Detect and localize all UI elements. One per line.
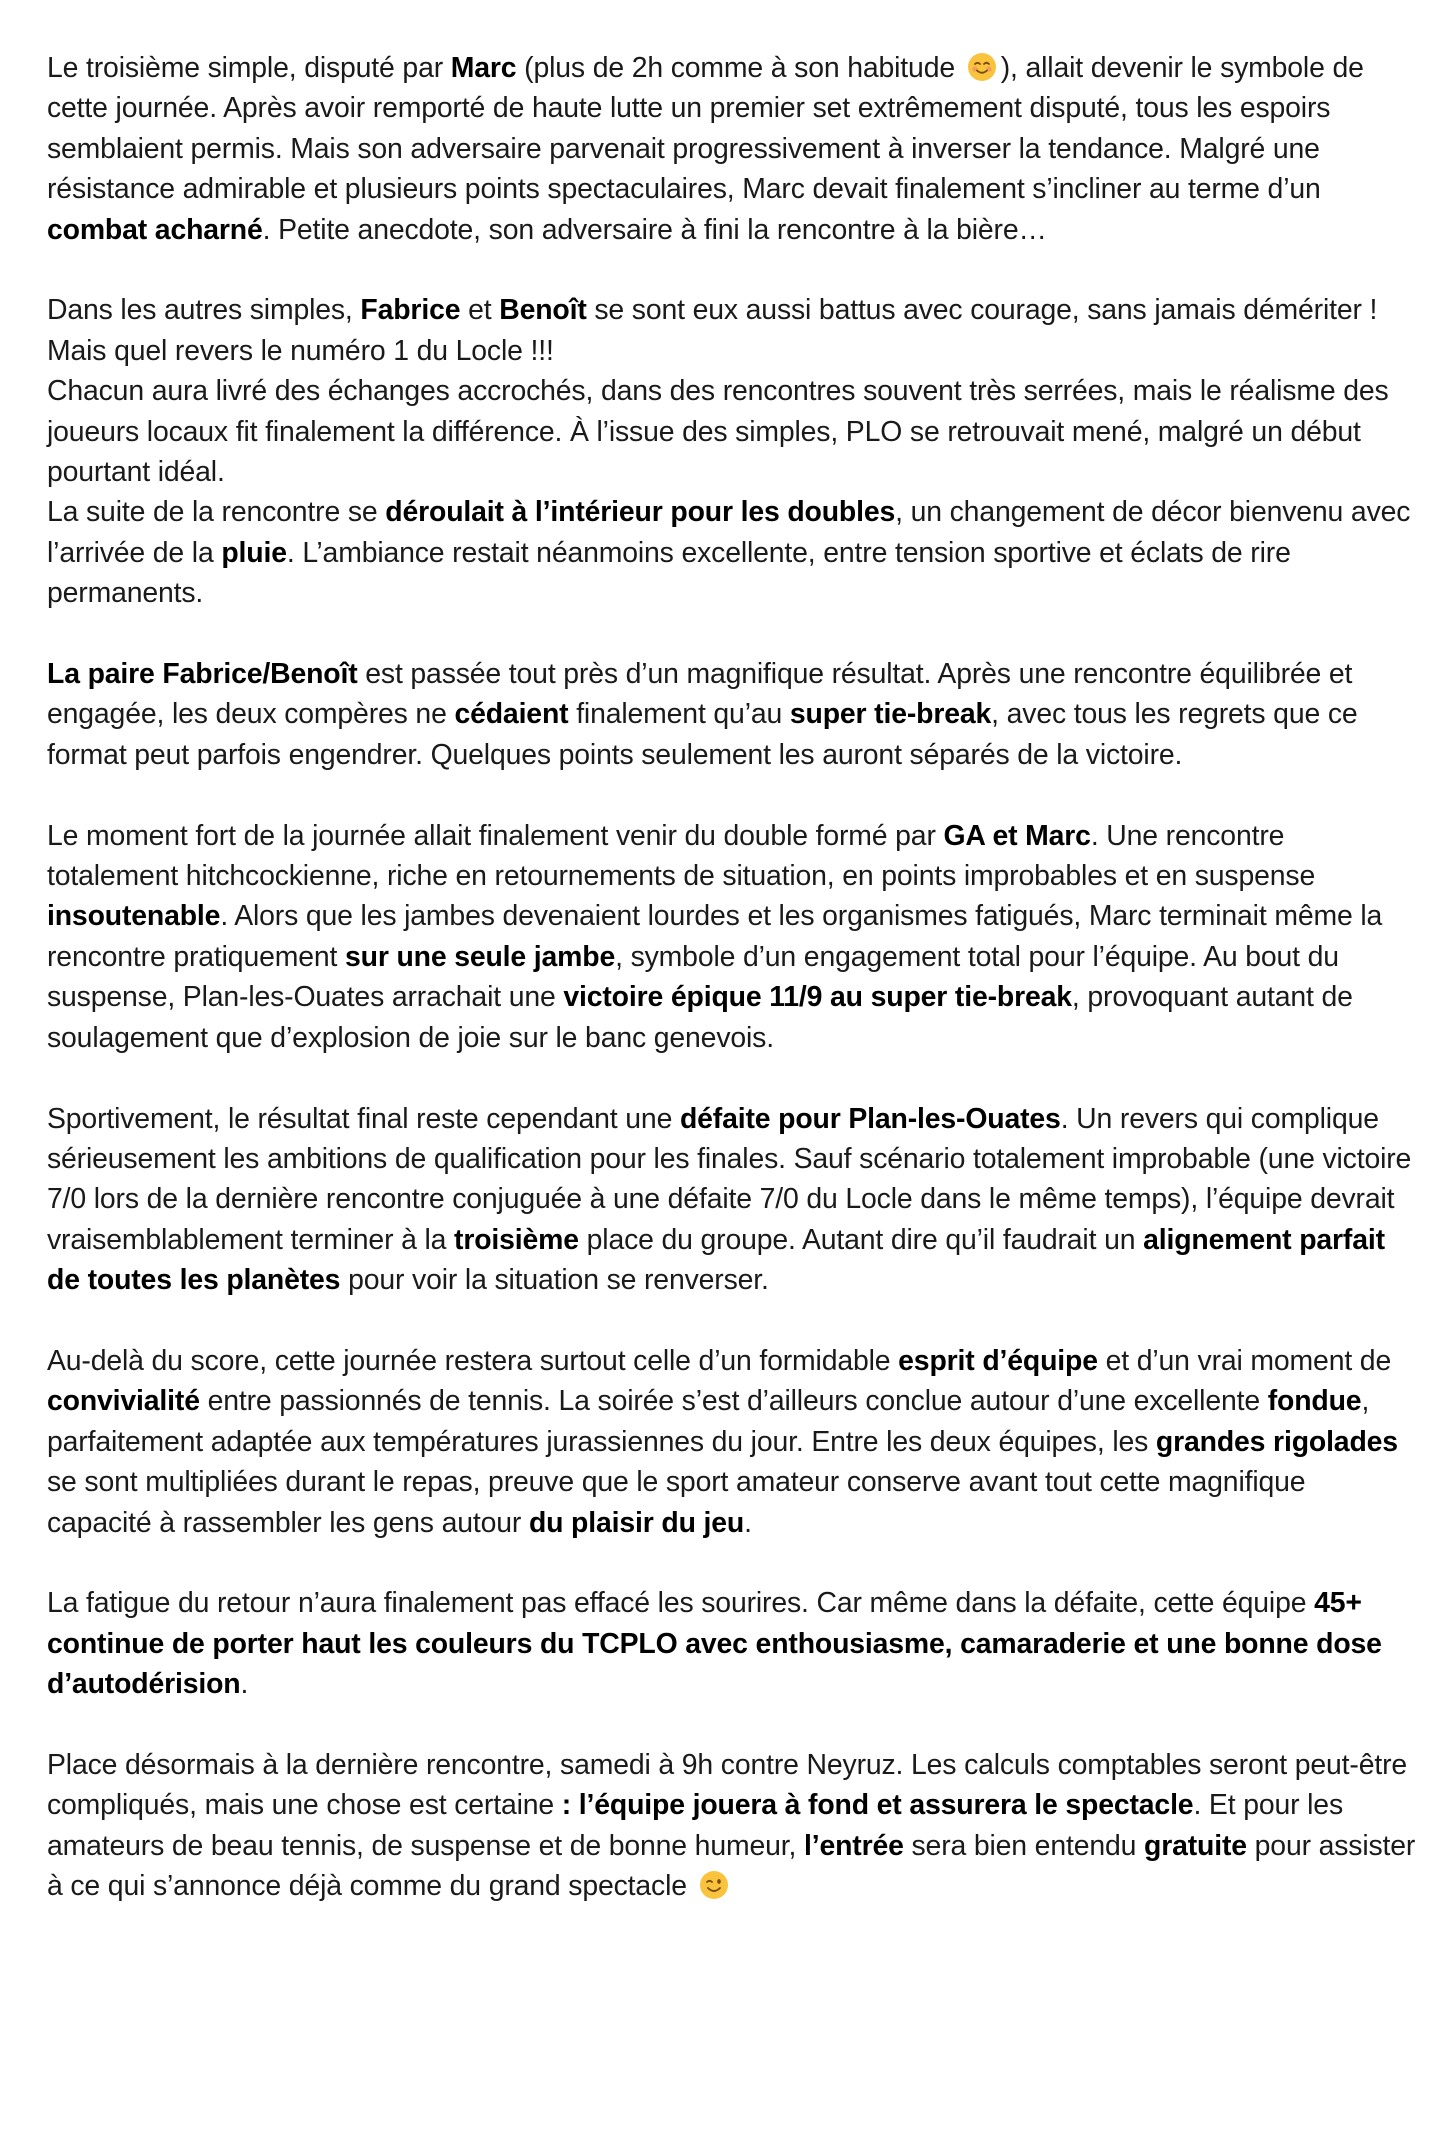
bold-text: fondue	[1267, 1385, 1362, 1418]
bold-text: super tie-break	[789, 698, 992, 731]
text-run: , symbole d’un engagement total pour l’équipe. Au bout du suspense, Plan-les-Ouates arrachait une	[47, 940, 1339, 1014]
bold-text: combat acharné	[47, 213, 263, 246]
bold-text: La paire Fabrice/Benoît	[47, 658, 358, 691]
bold-text: alignement parfait de toutes les planètes	[47, 1223, 1385, 1297]
text-run: . Et pour les amateurs de beau tennis, de suspense et de bonne humeur,	[47, 1789, 1343, 1862]
bold-text: troisième	[454, 1223, 579, 1256]
paragraph-p10	[47, 1745, 1417, 1907]
bold-text: sur une seule jambe	[344, 940, 616, 973]
text-run: pour voir la situation se renverser.	[340, 1264, 769, 1297]
bold-text: du plaisir du jeu	[528, 1506, 745, 1539]
bold-text: GA et Marc	[943, 819, 1091, 852]
text-run: et d’un vrai moment de	[1097, 1344, 1392, 1377]
text-run: , provoquant autant de soulagement que d’explosion de joie sur le banc genevois.	[47, 981, 1353, 1054]
bold-text: victoire épique 11/9 au super tie-break	[563, 981, 1072, 1014]
text-run: . L’ambiance restait néanmoins excellente, entre tension sportive et éclats de rire permanents.	[47, 536, 1291, 610]
text-run: La fatigue du retour n’aura finalement pas effacé les sourires. Car même dans la défaite, cette équipe	[47, 1587, 1315, 1620]
text-run: Le moment fort de la journée allait finalement venir du double formé par	[47, 819, 944, 852]
paragraph-p3	[47, 371, 1417, 492]
bold-text: déroulait à l’intérieur pour les doubles	[385, 496, 896, 529]
smiling-face-icon	[967, 52, 997, 82]
bold-text: Benoît	[499, 294, 587, 327]
text-run: La suite de la rencontre se	[47, 496, 386, 529]
text-run: .	[240, 1668, 249, 1701]
text-run: . Petite anecdote, son adversaire à fini la rencontre à la bière…	[262, 213, 1047, 246]
text-run: Au-delà du score, cette journée restera surtout celle d’un formidable	[47, 1344, 899, 1377]
text-run: . Alors que les jambes devenaient lourdes et les organismes fatigués, Marc terminait même la rencontre pratiquement	[47, 900, 1383, 973]
paragraph-p7	[47, 1099, 1417, 1301]
paragraph-p1	[47, 48, 1417, 250]
text-run: , un changement de décor bienvenu avec l’arrivée de la	[47, 496, 1411, 569]
paragraph-p4	[47, 492, 1417, 613]
text-run: sera bien entendu	[903, 1829, 1144, 1862]
bold-text: défaite pour Plan-les-Ouates	[679, 1102, 1061, 1135]
paragraph-p2	[47, 290, 1417, 371]
paragraph-p5	[47, 654, 1417, 775]
paragraph-p9	[47, 1583, 1417, 1704]
bold-text: gratuite	[1144, 1829, 1247, 1862]
bold-text: : l’équipe jouera à fond et assurera le spectacle	[561, 1789, 1194, 1822]
text-run: . Une rencontre totalement hitchcockienne, riche en retournements de situation, en points improbables et en suspense	[47, 819, 1316, 893]
text-run: Place désormais à la dernière rencontre, samedi à 9h contre Neyruz. Les calculs comptables seront peut-être compliqués, mais une chose est certaine	[47, 1748, 1408, 1822]
text-run: ), allait devenir le symbole de cette journée. Après avoir remporté de haute lutte un premier set extrêmement disputé, tous les espoirs semblaient permis. Mais son adversaire parvenait progressivement à inverser la tendance. Malgré une résistance admirable et plusieurs points spectaculaires, Marc devait finalement s’incliner au terme d’un	[47, 52, 1364, 206]
text-run: est passée tout près d’un magnifique résultat. Après une rencontre équilibrée et engagée, les deux compères ne	[47, 658, 1353, 731]
bold-text: 45+ continue de porter haut les couleurs du TCPLO avec enthousiasme, camaraderie et une bonne dose d’autodérision	[47, 1587, 1382, 1701]
paragraph-p6	[47, 816, 1417, 1058]
bold-text: l’entrée	[803, 1829, 904, 1862]
document-page	[47, 48, 1417, 1907]
text-run: entre passionnés de tennis. La soirée s’est d’ailleurs conclue autour d’une excellente	[199, 1385, 1268, 1418]
text-run: Le troisième simple, disputé par	[47, 52, 451, 84]
text-run: place du groupe. Autant dire qu’il faudrait un	[578, 1223, 1144, 1256]
bold-text: grandes rigolades	[1155, 1425, 1398, 1458]
text-run: pour assister à ce qui s’annonce déjà comme du grand spectacle	[47, 1829, 1416, 1903]
text-run: et	[460, 294, 500, 327]
text-run: (plus de 2h comme à son habitude	[516, 52, 963, 84]
text-run: finalement qu’au	[568, 698, 790, 731]
bold-text: esprit d’équipe	[898, 1344, 1098, 1377]
bold-text: Marc	[450, 52, 517, 84]
winking-face-icon	[699, 1870, 729, 1900]
text-run: se sont multipliées durant le repas, preuve que le sport amateur conserve avant tout cette magnifique capacité à rassembler les gens autour	[47, 1466, 1306, 1539]
bold-text: Fabrice	[360, 294, 461, 327]
text-run: . Un revers qui complique sérieusement les ambitions de qualification pour les finales. Sauf scénario totalement improbable (une victoire 7/0 lors de la dernière rencontre conjuguée à une défaite 7/0 du Locle dans le même temps), l’équipe devrait vraisemblablement terminer à la	[47, 1102, 1412, 1256]
paragraph-p8	[47, 1341, 1417, 1543]
bold-text: insoutenable	[47, 900, 221, 933]
text-run: Chacun aura livré des échanges accrochés, dans des rencontres souvent très serrées, mais le réalisme des joueurs locaux fit finalement la différence. À l’issue des simples, PLO se retrouvait mené, malgré un début pourtant idéal.	[47, 375, 1389, 489]
text-run: , parfaitement adaptée aux températures jurassiennes du jour. Entre les deux équipes, les	[47, 1385, 1370, 1458]
text-run: se sont eux aussi battus avec courage, sans jamais démériter ! Mais quel revers le numéro 1 du Locle !!!	[47, 294, 1378, 367]
bold-text: cédaient	[454, 698, 569, 731]
bold-text: convivialité	[47, 1385, 200, 1418]
text-run: .	[744, 1506, 752, 1539]
text-run: , avec tous les regrets que ce format peut parfois engendrer. Quelques points seulement les auront séparés de la victoire.	[47, 698, 1358, 771]
text-run: Sportivement, le résultat final reste cependant une	[47, 1102, 680, 1135]
bold-text: pluie	[221, 536, 287, 569]
text-run: Dans les autres simples,	[47, 294, 361, 327]
